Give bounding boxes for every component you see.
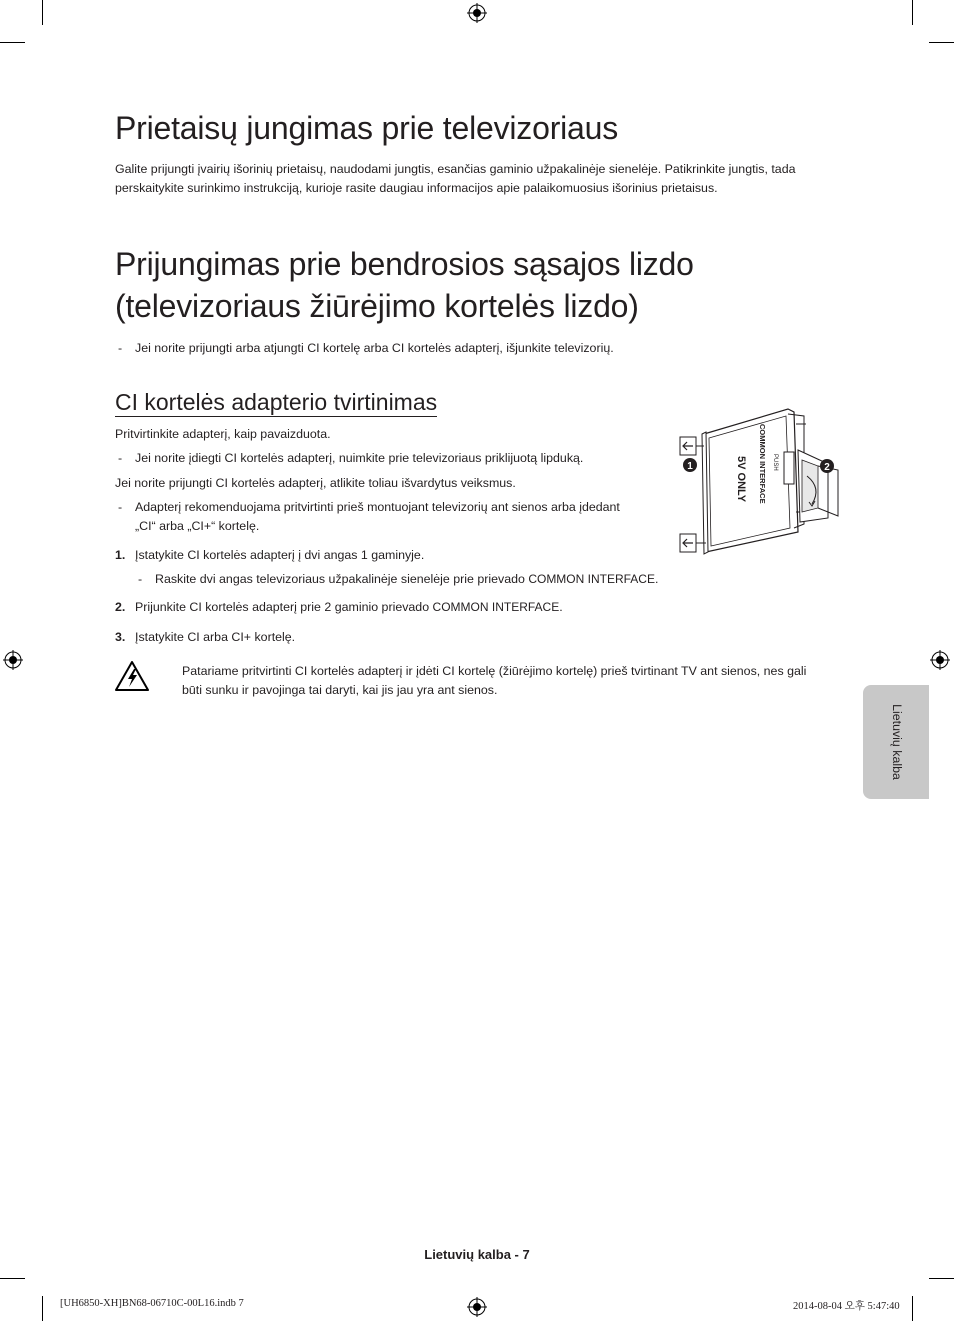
label-common-interface: COMMON INTERFACE — [758, 424, 767, 504]
label-push: PUSH — [772, 454, 778, 471]
intro-text-line1: Galite prijungti įvairių išorinių prietaisų, naudodami jungtis, esančias gaminio užpakalinėje sienelėje. Patikrinkite jungtis, tada — [115, 162, 796, 176]
note-dash: - — [118, 500, 123, 514]
page-title: Prietaisų jungimas prie televizoriaus — [115, 110, 619, 146]
attach-instruction: Pritvirtinkite adapterį, kaip pavaizduota. — [115, 427, 331, 441]
common-interface-label: COMMON INTERFACE — [528, 572, 655, 586]
step-1-text: Įstatykite CI kortelės adapterį į dvi angas 1 gaminyje. — [135, 548, 425, 562]
step-1-subnote: Raskite dvi angas televizoriaus užpakalinėje sienelėje prie prievado COMMON INTERFACE. — [155, 572, 659, 586]
step-number: 3. — [115, 630, 126, 644]
caution-icon — [114, 660, 150, 692]
label-5v-only: 5V ONLY — [735, 456, 747, 503]
marker-2: 2 — [824, 462, 830, 473]
language-side-tab-label: Lietuvių kalba — [890, 704, 904, 780]
step-number: 2. — [115, 600, 126, 614]
crop-mark — [42, 1296, 43, 1321]
crop-mark — [929, 42, 954, 43]
subsection-title: CI kortelės adapterio tvirtinimas — [115, 389, 438, 415]
note-dash: - — [118, 341, 123, 355]
ci-adapter-diagram — [676, 404, 842, 556]
step-3-text: Įstatykite CI arba CI+ kortelę. — [135, 630, 296, 644]
step-2-text: Prijunkite CI kortelės adapterį prie 2 gaminio prievado COMMON INTERFACE. — [135, 600, 563, 614]
registration-mark-icon — [467, 3, 487, 23]
crop-mark — [929, 1278, 954, 1279]
crop-mark — [0, 1278, 25, 1279]
note-wall-mount-line2: „CI“ arba „CI+“ kortelę. — [135, 519, 260, 533]
marker-1: 1 — [687, 461, 693, 472]
note-dash: - — [138, 572, 143, 586]
registration-mark-icon — [930, 650, 950, 670]
caution-text-line1: Patariame pritvirtinti CI kortelės adapterį ir įdėti CI kortelę (žiūrėjimo kortelę) prieš tvirtinant TV ant sienos, nes gali — [182, 664, 807, 678]
intro-text-line2: perskaitykite surinkimo instrukciją, kurioje rasite daugiau informacijos apie palaikomuosius išorinius prietaisus. — [115, 181, 718, 195]
registration-mark-icon — [3, 650, 23, 670]
note-dash: - — [118, 451, 123, 465]
crop-mark — [912, 1296, 913, 1321]
note-remove-sticker: Jei norite įdiegti CI kortelės adapterį, nuimkite prie televizoriaus priklijuotą lipduką. — [135, 451, 584, 465]
crop-mark — [912, 0, 913, 25]
section-title-line2: (televizoriaus žiūrėjimo kortelės lizdo) — [115, 288, 639, 324]
caution-text-line2: būti sunku ir pavojinga tai daryti, kai jis jau yra ant sienos. — [182, 683, 498, 697]
common-interface-label: COMMON INTERFACE — [432, 600, 560, 614]
page-number: Lietuvių kalba - 7 — [424, 1247, 530, 1262]
registration-mark-icon — [467, 1297, 487, 1317]
print-date-info: 2014-08-04 오후 5:47:40 — [793, 1301, 900, 1312]
note-power-off: Jei norite prijungti arba atjungti CI kortelę arba CI kortelės adapterį, išjunkite televizorių. — [135, 341, 614, 355]
print-file-info: [UH6850-XH]BN68-06710C-00L16.indb 7 — [60, 1298, 244, 1309]
crop-mark — [42, 0, 43, 25]
note-wall-mount-line1: Adapterį rekomenduojama pritvirtinti prieš montuojant televizorių ant sienos arba įdedant — [135, 500, 620, 514]
section-title-line1: Prijungimas prie bendrosios sąsajos lizdo — [115, 246, 694, 282]
steps-intro: Jei norite prijungti CI kortelės adapterį, atlikite toliau išvardytus veiksmus. — [115, 476, 516, 490]
crop-mark — [0, 42, 25, 43]
step-number: 1. — [115, 548, 126, 562]
